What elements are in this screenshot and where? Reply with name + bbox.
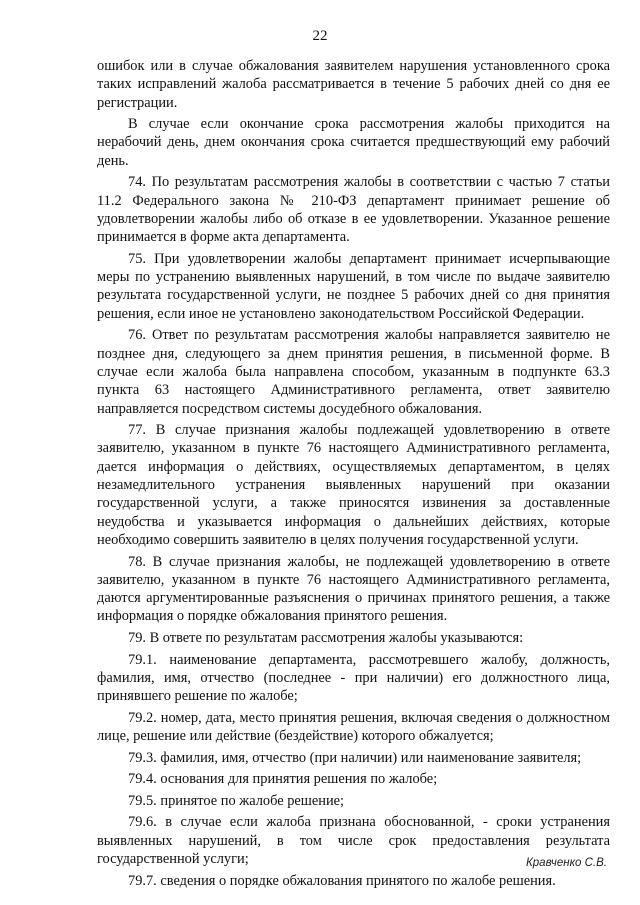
paragraph-77: 77. В случае признания жалобы подлежащей удовлетворению в ответе заявителю, указанном в пункте 76 настоящего Административного регламента, дается информация о действиях, осуществляемых департаментом, в целях незамедлительного устранения выявленных нарушений при оказании государственной услуги, а также приносятся извинения за доставленные неудобства и указывается информация о дальнейших действиях, которые необходимо совершить заявителю в целях получения государственной услуги. <box>97 422 610 548</box>
paragraph-79-1: 79.1. наименование департамента, рассмотревшего жалобу, должность, фамилия, имя, отчество (последнее - при наличии) его должностного лица, принявшего решение по жалобе; <box>97 651 610 705</box>
signature: Кравченко С.В. <box>526 857 607 869</box>
paragraph-74: 74. По результатам рассмотрения жалобы в соответствии с частью 7 статьи 11.2 Федерального закона № 210-ФЗ департамент принимает решение об удовлетворении жалобы либо об отказе в ее удовлетворении. Указанное решение принимается в форме акта департамента. <box>97 174 610 246</box>
paragraph-continuation: ошибок или в случае обжалования заявителем нарушения установленного срока таких исправлений жалоба рассматривается в течение 5 рабочих дней со дня ее регистрации. <box>97 58 610 111</box>
document-body <box>97 57 610 893</box>
paragraph-79-7: 79.7. сведения о порядке обжалования принятого по жалобе решения. <box>128 872 556 889</box>
paragraph-78: 78. В случае признания жалобы, не подлежащей удовлетворению в ответе заявителю, указанном в пункте 76 настоящего Административного регламента, даются аргументированные разъяснения о причинах принятого решения, а также информация о порядке обжалования принятого решения. <box>97 553 610 625</box>
page-number: 22 <box>312 28 328 44</box>
paragraph-79-6: 79.6. в случае если жалоба признана обоснованной, - сроки устранения выявленных нарушений, в том числе срок предоставления результата государственной услуги; <box>97 814 610 868</box>
paragraph-75: 75. При удовлетворении жалобы департамент принимает исчерпывающие меры по устранению выявленных нарушений, в том числе по выдаче заявителю результата государственной услуги, не позднее 5 рабочих дней со дня принятия решения, если иное не установлено законодательством Российской Федерации. <box>97 250 610 322</box>
paragraph-79-2: 79.2. номер, дата, место принятия решения, включая сведения о должностном лице, решение или действие (бездействие) которого обжалуется; <box>97 709 610 745</box>
paragraph-79-5: 79.5. принятое по жалобе решение; <box>128 792 345 809</box>
paragraph-deadline-nonworking-day: В случае если окончание срока рассмотрения жалобы приходится на нерабочий день, днем окончания срока считается предшествующий ему рабочий день. <box>97 116 610 169</box>
paragraph-79: 79. В ответе по результатам рассмотрения жалобы указываются: <box>128 629 524 646</box>
paragraph-76: 76. Ответ по результатам рассмотрения жалобы направляется заявителю не позднее дня, следующего за днем принятия решения, в письменной форме. В случае если жалоба была направлена способом, указанным в подпункте 63.3 пункта 63 настоящего Административного регламента, ответ заявителю направляется посредством системы досудебного обжалования. <box>97 327 610 417</box>
paragraph-79-4: 79.4. основания для принятия решения по жалобе; <box>128 771 438 788</box>
paragraph-79-3: 79.3. фамилия, имя, отчество (при наличии) или наименование заявителя; <box>128 749 582 766</box>
